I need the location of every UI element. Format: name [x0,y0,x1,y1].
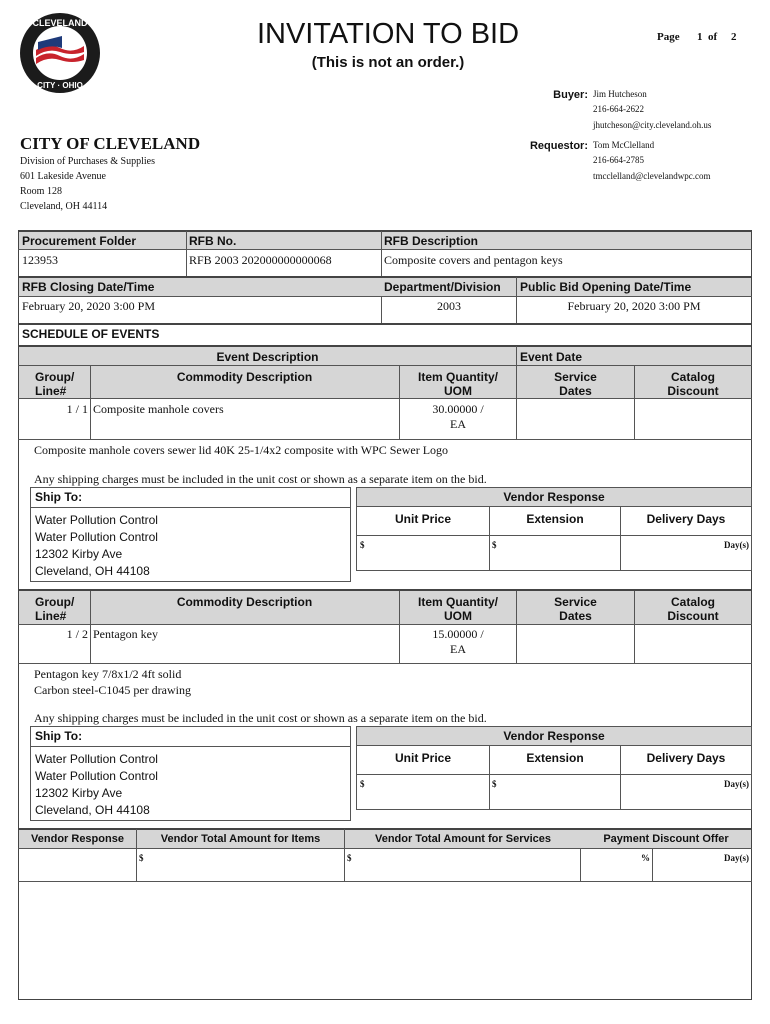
org-room: Room 128 [20,186,62,197]
col-dates: Dates [559,384,592,398]
item-quantity: 15.00000 / [432,627,484,641]
buyer-email: jhutcheson@city.cleveland.oh.us [593,120,712,130]
col-uom: UOM [444,609,472,623]
org-division: Division of Purchases & Supplies [20,156,155,167]
item-uom: EA [450,417,466,431]
col-catalog: Catalog [670,595,715,609]
unit-price-label: Unit Price [394,512,451,526]
requestor-name: Tom McClelland [593,140,655,150]
col-line: Line# [35,384,67,398]
col-group: Group/ [35,595,75,609]
ship-to-line: Water Pollution Control [35,769,158,783]
delivery-days-input[interactable]: Day(s) [724,540,749,550]
extension-label: Extension [526,751,584,765]
col-qty: Item Quantity/ [417,370,498,384]
ship-to-label: Ship To: [35,729,83,743]
col-commodity: Commodity Description [176,595,313,609]
event-description-label: Event Description [216,350,319,364]
city-seal-logo [18,12,102,94]
shipping-note: Any shipping charges must be included in the unit cost or shown as a separate item on the bid. [34,711,487,725]
requestor-email: tmcclelland@clevelandwpc.com [593,171,711,181]
buyer-phone: 216-664-2622 [593,104,644,114]
event-date-label: Event Date [520,350,583,364]
procurement-folder-label: Procurement Folder [22,234,137,248]
item-uom: EA [450,642,466,656]
svg-text:CITY · OHIO: CITY · OHIO [37,81,83,90]
extension-input[interactable]: $ [492,779,497,789]
discount-days-input[interactable]: Day(s) [724,853,749,863]
item-description: Pentagon key [93,627,158,641]
page-label: Page [657,31,680,43]
col-uom: UOM [444,384,472,398]
summary-vendor-response-label: Vendor Response [31,833,124,845]
ship-to-line: 12302 Kirby Ave [35,547,123,561]
page-total: 2 [731,31,737,43]
page-subtitle: (This is not an order.) [311,54,465,71]
item-description: Composite manhole covers [93,402,224,416]
closing-date-value: February 20, 2020 3:00 PM [22,299,155,313]
col-dates: Dates [559,609,592,623]
delivery-days-label: Delivery Days [646,512,726,526]
svg-text:CLEVELAND: CLEVELAND [32,18,88,28]
shipping-note: Any shipping charges must be included in the unit cost or shown as a separate item on the bid. [34,472,487,486]
unit-price-label: Unit Price [394,751,451,765]
ship-to-line: Water Pollution Control [35,530,158,544]
page-number: 1 [697,31,703,43]
item-detail: Carbon steel-C1045 per drawing [34,683,191,697]
ship-to-line: Cleveland, OH 44108 [35,564,150,578]
page-title: INVITATION TO BID [256,18,520,50]
org-city: Cleveland, OH 44114 [20,201,108,212]
col-discount: Discount [667,609,719,623]
item-quantity: 30.00000 / [432,402,484,416]
ship-to-line: Cleveland, OH 44108 [35,803,150,817]
org-street: 601 Lakeside Avenue [20,171,106,182]
discount-percent-input[interactable]: % [641,853,650,863]
org-name: CITY OF CLEVELAND [20,134,201,153]
col-catalog: Catalog [670,370,715,384]
extension-input[interactable]: $ [492,540,497,550]
buyer-label: Buyer: [553,89,588,101]
ship-to-line: Water Pollution Control [35,752,158,766]
requestor-phone: 216-664-2785 [593,155,644,165]
total-items-input[interactable]: $ [139,853,144,863]
procurement-folder-value: 123953 [22,253,58,267]
closing-date-label: RFB Closing Date/Time [22,280,155,294]
department-value: 2003 [437,299,461,313]
item-detail: Composite manhole covers sewer lid 40K 25-1/4x2 composite with WPC Sewer Logo [34,443,449,457]
page-of: of [708,31,718,43]
col-service: Service [554,595,597,609]
buyer-name: Jim Hutcheson [593,89,647,99]
summary-total-services-label: Vendor Total Amount for Services [374,833,552,845]
col-discount: Discount [667,384,719,398]
rfb-description-label: RFB Description [384,234,479,248]
summary-total-items-label: Vendor Total Amount for Items [160,833,321,845]
summary-payment-discount-label: Payment Discount Offer [603,833,729,845]
unit-price-input[interactable]: $ [360,779,365,789]
col-qty: Item Quantity/ [417,595,498,609]
vendor-response-label: Vendor Response [503,490,605,504]
opening-date-label: Public Bid Opening Date/Time [520,280,692,294]
ship-to-line: 12302 Kirby Ave [35,786,123,800]
item-line: 1 / 2 [66,627,88,641]
unit-price-input[interactable]: $ [360,540,365,550]
ship-to-label: Ship To: [35,490,83,504]
vendor-response-label: Vendor Response [503,729,605,743]
col-line: Line# [35,609,67,623]
rfb-no-value: RFB 2003 202000000000068 [189,253,332,267]
rfb-no-label: RFB No. [189,234,237,248]
opening-date-value: February 20, 2020 3:00 PM [567,299,701,313]
total-services-input[interactable]: $ [347,853,352,863]
requestor-label: Requestor: [529,140,588,152]
item-line: 1 / 1 [66,402,88,416]
col-service: Service [554,370,597,384]
item-detail: Pentagon key 7/8x1/2 4ft solid [34,667,182,681]
delivery-days-input[interactable]: Day(s) [724,779,749,789]
ship-to-line: Water Pollution Control [35,513,158,527]
extension-label: Extension [526,512,584,526]
department-label: Department/Division [384,280,501,294]
rfb-description-value: Composite covers and pentagon keys [384,253,563,267]
col-group: Group/ [35,370,75,384]
schedule-of-events-label: SCHEDULE OF EVENTS [22,327,160,341]
delivery-days-label: Delivery Days [646,751,726,765]
col-commodity: Commodity Description [176,370,313,384]
